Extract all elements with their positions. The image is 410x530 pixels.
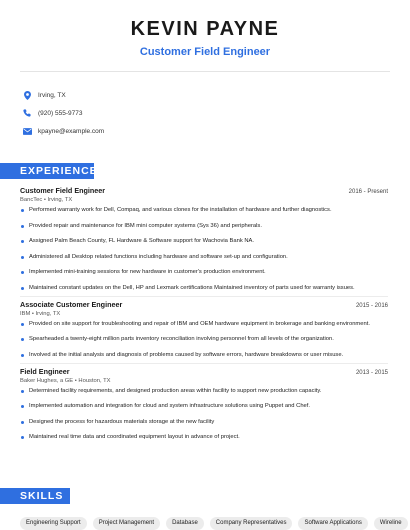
bullet-dot-icon	[21, 354, 24, 357]
phone-icon	[22, 108, 32, 118]
job-entry-company: Baker Hughes, a GE • Houston, TX	[20, 377, 111, 384]
skill-chip: Engineering Support	[20, 517, 87, 530]
job-bullets	[20, 388, 388, 442]
contact-phone-text: (920) 555-9773	[38, 109, 83, 117]
bullet-dot-icon	[21, 405, 24, 408]
job-divider	[20, 363, 388, 364]
contact-list	[0, 72, 410, 140]
resume-header	[0, 0, 410, 58]
job-entry-company: IBM • Irving, TX	[20, 310, 61, 317]
contact-phone	[22, 104, 410, 122]
job-entry-title: Field Engineer	[20, 366, 70, 376]
bullet-dot-icon	[21, 256, 24, 259]
bullet-dot-icon	[21, 209, 24, 212]
job-bullets	[20, 321, 388, 359]
job-bullet: Assigned Palm Beach County, FL Hardware & Software support for Wachovia Bank NA.	[20, 238, 388, 245]
bullet-dot-icon	[21, 338, 24, 341]
experience-heading: EXPERIENCE	[0, 163, 94, 179]
bullet-dot-icon	[21, 287, 24, 290]
job-bullet: Involved at the initial analysis and diagnosis of problems caused by software errors, hardware breakdowns or user misuse.	[20, 352, 388, 359]
job-bullet: Maintained real time data and coordinated equipment layout in advance of project.	[20, 434, 388, 441]
bullet-dot-icon	[21, 323, 24, 326]
job-bullets	[20, 207, 388, 292]
experience-section	[20, 186, 388, 444]
job-bullet: Provided repair and maintenance for IBM mini computer systems (Sys 36) and peripherals.	[20, 223, 388, 230]
bullet-dot-icon	[21, 421, 24, 424]
candidate-name: KEVIN PAYNE	[130, 18, 280, 40]
contact-location	[22, 86, 410, 104]
skill-chip: Project Management	[93, 517, 160, 530]
bullet-dot-icon	[21, 436, 24, 439]
job-bullet: Determined facility requirements, and designed production areas within facility to support new production capacity.	[20, 388, 388, 395]
job-bullet: Implemented automation and integration for cloud and system infrastructure solutions using Puppet and Chef.	[20, 403, 388, 410]
job-entry-dates: 2015 - 2016	[355, 302, 388, 309]
job-entry-company: BancTec • Irving, TX	[20, 197, 73, 203]
job-entry-title: Customer Field Engineer	[20, 186, 106, 195]
job-entry	[20, 186, 388, 292]
job-divider	[20, 296, 388, 297]
contact-email[interactable]	[22, 122, 410, 140]
job-entry	[20, 367, 388, 442]
job-bullet: Spearheaded a twenty-eight million parts inventory reconciliation involving personnel from all levels of the organization.	[20, 336, 388, 343]
bullet-dot-icon	[21, 240, 24, 243]
job-entry-dates: 2016 - Present	[348, 189, 388, 195]
job-bullet: Designed the process for hazardous materials storage at the new facility	[20, 419, 388, 426]
location-pin-icon	[22, 90, 32, 100]
skill-chip: Software Applications	[298, 517, 367, 530]
job-bullet: Implemented mini-training sessions for new hardware in customer's production environment.	[20, 269, 388, 276]
job-bullet: Maintained constant updates on the Dell, HP and Lexmark certifications Maintained inventory of parts used for warranty issues.	[20, 285, 388, 292]
skill-chip: Company Representatives	[210, 517, 293, 530]
job-title: Customer Field Engineer	[139, 46, 271, 58]
job-bullet: Provided on site support for troubleshooting and repair of IBM and OEM hardware equipment in brokerage and banking environment.	[20, 321, 388, 328]
skill-chip: Database	[166, 517, 204, 530]
job-entry-title: Associate Customer Engineer	[20, 299, 123, 309]
job-bullet: Performed warranty work for Dell, Compaq, and various clones for the installation of hardware and further diagnostics.	[20, 207, 388, 214]
contact-email-text[interactable]: kpayne@example.com	[38, 127, 105, 135]
bullet-dot-icon	[21, 271, 24, 274]
bullet-dot-icon	[21, 225, 24, 228]
bullet-dot-icon	[21, 390, 24, 393]
envelope-icon	[22, 126, 32, 136]
job-entry-dates: 2013 - 2015	[355, 369, 388, 376]
skills-heading: SKILLS	[0, 488, 70, 504]
contact-location-text: Irving, TX	[38, 91, 66, 99]
skill-chip: Wireline	[374, 517, 408, 530]
job-entry	[20, 300, 388, 359]
job-bullet: Administered all Desktop related functions including hardware and software set-up and configuration.	[20, 254, 388, 261]
skills-list	[20, 517, 410, 530]
